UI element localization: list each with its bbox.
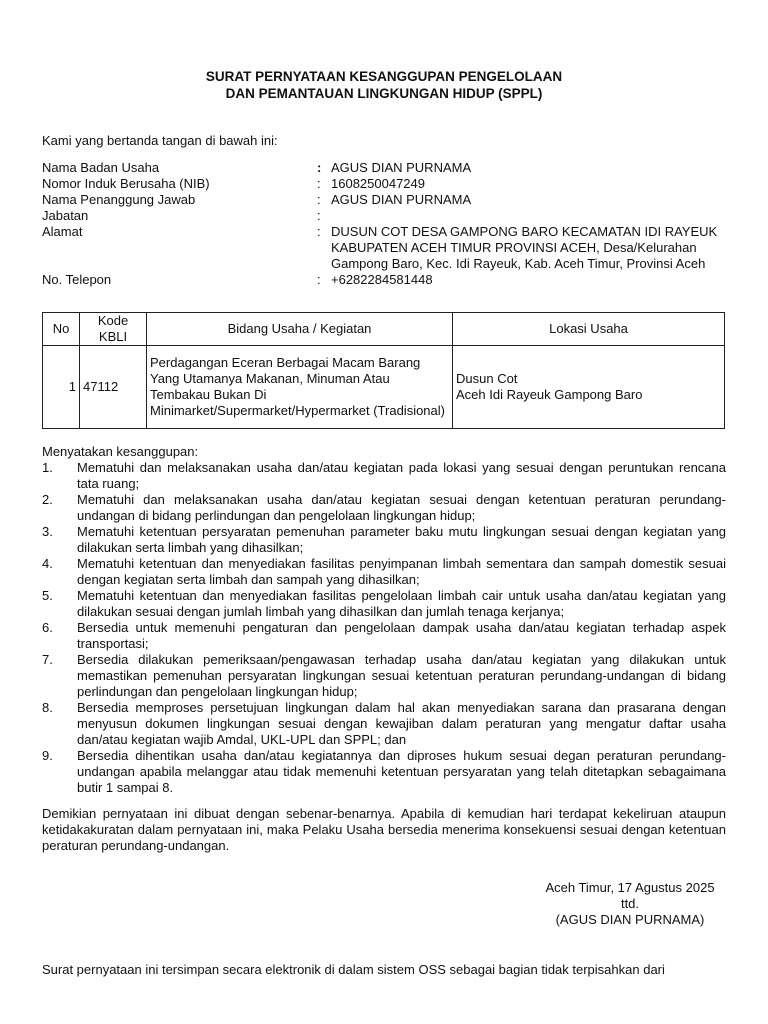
- header-kode-kbli: [80, 313, 147, 346]
- identity-value: AGUS DIAN PURNAMA: [331, 192, 472, 207]
- item-number: 2.: [42, 492, 53, 507]
- identity-separator: :: [317, 208, 321, 223]
- list-item: [42, 524, 726, 556]
- identity-row-alamat: [42, 224, 732, 272]
- identity-row-nama-badan-usaha: [42, 160, 732, 176]
- identity-label: Nomor Induk Berusaha (NIB): [42, 176, 210, 191]
- cell-lokasi-usaha: [453, 346, 725, 429]
- identity-value: [331, 208, 732, 224]
- identity-separator: :: [317, 192, 321, 207]
- header-no: No: [43, 313, 80, 346]
- list-item: [42, 588, 726, 620]
- identity-separator: :: [317, 160, 322, 175]
- identity-separator: :: [317, 224, 321, 239]
- identity-label: No. Telepon: [42, 272, 112, 287]
- list-item: [42, 620, 726, 652]
- cell-no: 1: [43, 346, 80, 429]
- identity-value: DUSUN COT DESA GAMPONG BARO KECAMATAN IDI RAYEUK KABUPATEN ACEH TIMUR PROVINSI ACEH, Desa/Kelurahan Gampong Baro, Kec. Idi Rayeuk, Kab. Aceh Timur, Provinsi Aceh: [331, 224, 718, 271]
- signature-place-date: Aceh Timur, 17 Agustus 2025: [545, 880, 715, 895]
- identity-value: 1608250047249: [331, 176, 425, 191]
- identity-value: +6282284581448: [331, 272, 433, 287]
- lokasi-line-2: Aceh Idi Rayeuk Gampong Baro: [456, 387, 643, 402]
- header-kode-line-2: KBLI: [98, 329, 128, 344]
- item-text: Mematuhi ketentuan dan menyediakan fasilitas pengelolaan limbah cair untuk usaha dan/atau kegiatan yang dilakukan sesuai dengan jumlah limbah yang dihasilkan dan jumlah tenaga kerjanya;: [77, 588, 726, 619]
- identity-label: Jabatan: [42, 208, 89, 223]
- title-line-2: DAN PEMANTAUAN LINGKUNGAN HIDUP (SPPL): [225, 86, 543, 101]
- commitment-list: [42, 460, 726, 796]
- header-kode-line-1: Kode: [97, 313, 129, 328]
- table-header-row: [43, 313, 725, 346]
- signature-ttd: ttd.: [620, 896, 640, 911]
- statement-section: [42, 444, 726, 796]
- item-text: Bersedia dilakukan pemeriksaan/pengawasan terhadap usaha dan/atau kegiatan yang dilakukan untuk memastikan pemenuhan persyaratan lingkungan sesuai ketentuan peraturan perundang-undangan di bidang perlindungan dan pengelolaan lingkungan hidup;: [77, 652, 726, 699]
- item-text: Bersedia memproses persetujuan lingkungan dalam hal akan menyediakan sarana dan prasarana dengan menyusun dokumen lingkungan sesuai dengan kewajiban dalam peraturan yang mengatur daftar usaha dan/atau kegiatan wajib Amdal, UKL-UPL dan SPPL; dan: [77, 700, 726, 747]
- list-item: [42, 460, 726, 492]
- list-item: [42, 748, 726, 796]
- closing-paragraph: Demikian pernyataan ini dibuat dengan sebenar-benarnya. Apabila di kemudian hari terdapat kekeliruan ataupun ketidakakuratan dalam pernyataan ini, maka Pelaku Usaha bersedia menerima konsekuensi sesuai dengan ketentuan peraturan perundang-undangan.: [42, 806, 726, 853]
- lokasi-line-1: Dusun Cot: [456, 371, 518, 386]
- item-text: Bersedia untuk memenuhi pengaturan dan pengelolaan dampak usaha dan/atau kegiatan terhadap aspek transportasi;: [77, 620, 726, 651]
- identity-row-telepon: [42, 272, 732, 288]
- identity-label: Nama Penanggung Jawab: [42, 192, 196, 207]
- signature-name: (AGUS DIAN PURNAMA): [555, 912, 705, 927]
- title-line-1: SURAT PERNYATAAN KESANGGUPAN PENGELOLAAN: [205, 69, 563, 84]
- identity-label: Alamat: [42, 224, 83, 239]
- list-item: [42, 556, 726, 588]
- item-number: 9.: [42, 748, 53, 763]
- identity-separator: :: [317, 272, 321, 287]
- header-bidang-usaha: Bidang Usaha / Kegiatan: [147, 313, 453, 346]
- item-text: Mematuhi dan melaksanakan usaha dan/atau kegiatan sesuai dengan ketentuan peraturan perundang-undangan di bidang perlindungan dan pengelolaan lingkungan hidup;: [77, 492, 726, 523]
- item-number: 3.: [42, 524, 53, 539]
- intro-text: Kami yang bertanda tangan di bawah ini:: [42, 133, 278, 148]
- document-title: [0, 68, 768, 102]
- item-text: Bersedia dihentikan usaha dan/atau kegiatannya dan diproses hukum sesuai degan peraturan perundang-undangan apabila melanggar atau tidak memenuhi ketentuan persyaratan yang telah ditetapkan sebagaimana butir 1 sampai 8.: [77, 748, 726, 795]
- item-number: 5.: [42, 588, 53, 603]
- item-text: Mematuhi ketentuan dan menyediakan fasilitas penyimpanan limbah sementara dan sampah domestik sesuai dengan kegiatan serta limbah dan sampah yang dihasilkan;: [77, 556, 726, 587]
- list-item: [42, 492, 726, 524]
- item-number: 7.: [42, 652, 53, 667]
- table-row: [43, 346, 725, 429]
- item-number: 4.: [42, 556, 53, 571]
- item-number: 8.: [42, 700, 53, 715]
- item-number: 6.: [42, 620, 53, 635]
- header-lokasi-usaha: Lokasi Usaha: [453, 313, 725, 346]
- list-item: [42, 652, 726, 700]
- cell-bidang-usaha: Perdagangan Eceran Berbagai Macam Barang Yang Utamanya Makanan, Minuman Atau Tembakau Bukan Di Minimarket/Supermarket/Hypermarket (Tradisional): [147, 346, 453, 429]
- list-item: [42, 700, 726, 748]
- signature-block: [520, 880, 740, 928]
- cell-kode-kbli: 47112: [80, 346, 147, 429]
- identity-row-nib: [42, 176, 732, 192]
- item-text: Mematuhi ketentuan persyaratan pemenuhan parameter baku mutu lingkungan sesuai dengan kegiatan yang dilakukan serta limbah yang dihasilkan;: [77, 524, 726, 555]
- identity-value: AGUS DIAN PURNAMA: [331, 160, 472, 175]
- item-number: 1.: [42, 460, 53, 475]
- kbli-table: [42, 312, 725, 429]
- footer-note: Surat pernyataan ini tersimpan secara elektronik di dalam sistem OSS sebagai bagian tidak terpisahkan dari: [42, 962, 665, 977]
- item-text: Mematuhi dan melaksanakan usaha dan/atau kegiatan pada lokasi yang sesuai dengan peruntukan rencana tata ruang;: [77, 460, 726, 491]
- identity-label: Nama Badan Usaha: [42, 160, 160, 175]
- identity-block: [42, 160, 732, 288]
- identity-separator: :: [317, 176, 321, 191]
- identity-row-jabatan: [42, 208, 732, 224]
- identity-row-penanggung-jawab: [42, 192, 732, 208]
- statement-heading: Menyatakan kesanggupan:: [42, 444, 199, 459]
